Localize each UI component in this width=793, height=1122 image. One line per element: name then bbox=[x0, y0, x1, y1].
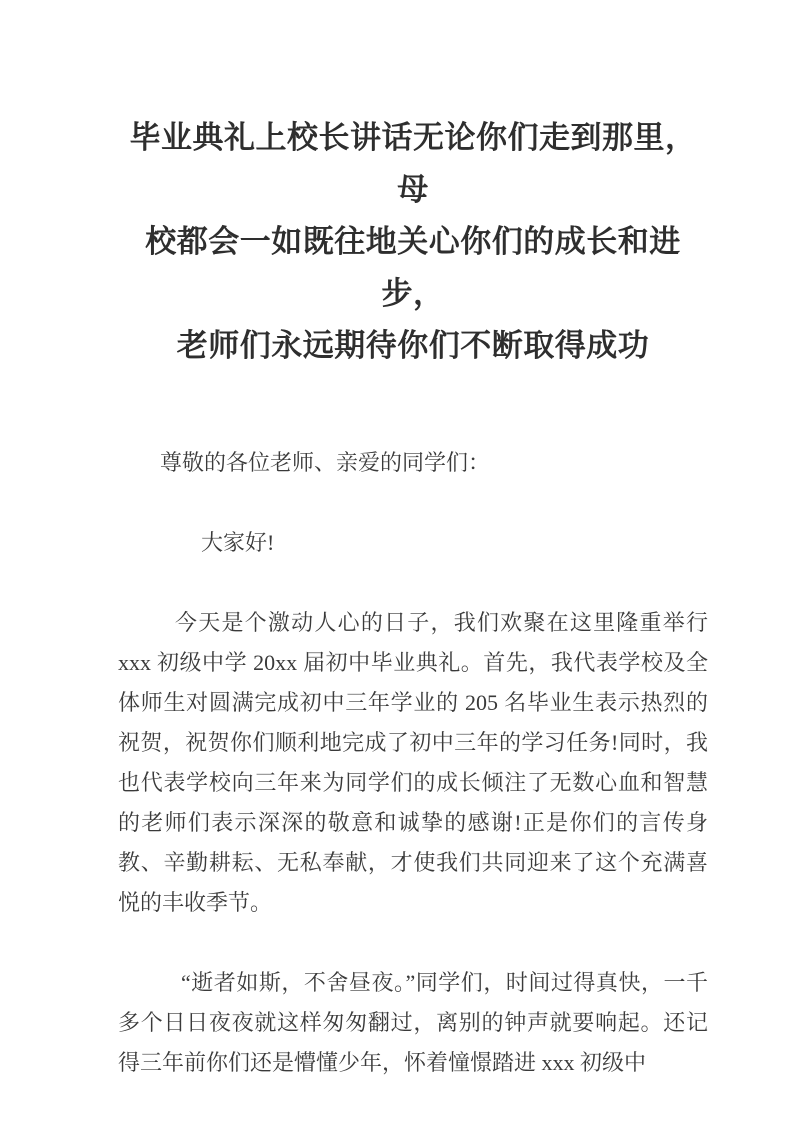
body-paragraph-farewell: “逝者如斯，不舍昼夜。”同学们，时间过得真快，一千多个日日夜夜就这样匆匆翻过，离别的钟声就要响起。还记得三年前你们还是懵懂少年，怀着憧憬踏进 xxx 初级中 bbox=[118, 970, 708, 1075]
body-paragraph-opening: 今天是个激动人心的日子，我们欢聚在这里隆重举行 xxx 初级中学 20xx 届初中毕业典礼。首先，我代表学校及全体师生对圆满完成初中三年学业的 205 名毕业生表示热烈的祝贺，祝贺你们顺利地完成了初中三年的学习任务!同时，我也代表学校向三年来为同学们的成长倾注了无数心血和智慧的老师们表示深深的敬意和诚挚的感谢!正是你们的言传身教、辛勤耕耘、无私奉献，才使我们共同迎来了这个充满喜悦的丰收季节。 bbox=[118, 610, 708, 915]
document-title-line-2: 校都会一如既往地关心你们的成长和进步， bbox=[145, 224, 681, 311]
salutation-paragraph: 尊敬的各位老师、亲爱的同学们： bbox=[160, 450, 491, 475]
document-title-line-1: 毕业典礼上校长讲话无论你们走到那里，母 bbox=[129, 120, 697, 207]
document-title bbox=[118, 112, 708, 372]
greeting-paragraph: 大家好! bbox=[201, 530, 275, 555]
document-title-line-3: 老师们永远期待你们不断取得成功 bbox=[176, 328, 650, 363]
